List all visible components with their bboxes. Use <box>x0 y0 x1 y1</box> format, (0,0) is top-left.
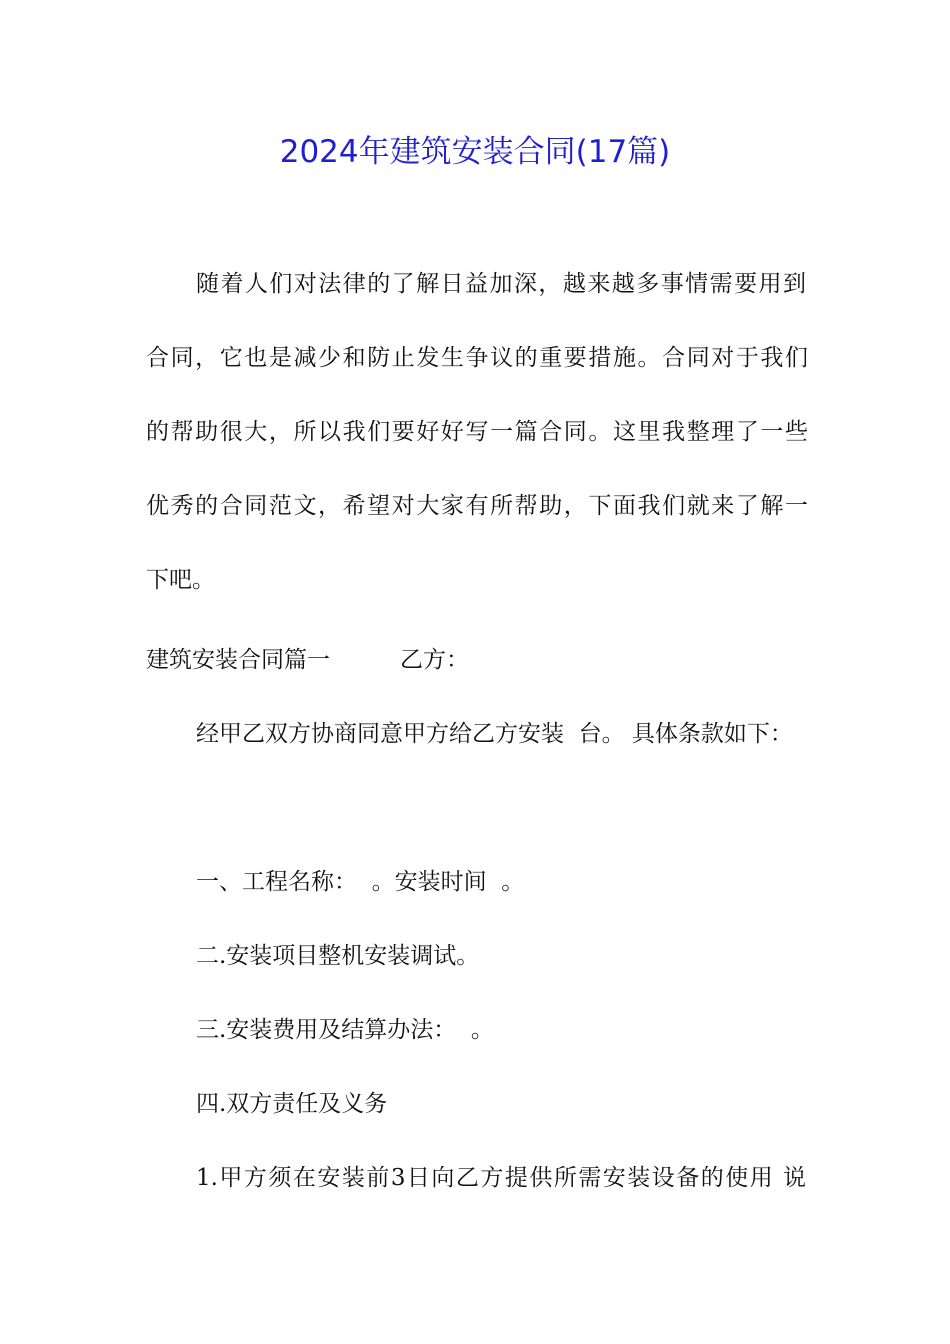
clause-2: 二.安装项目整机安装调试。 <box>196 943 480 969</box>
agreement-line: 经甲乙双方协商同意甲方给乙方安装 台。 具体条款如下： <box>196 721 793 747</box>
section-heading: 建筑安装合同篇一 <box>146 647 330 673</box>
section-heading-line <box>146 643 469 677</box>
clause-4: 四.双方责任及义务 <box>196 1091 388 1117</box>
intro-line-2: 合同，它也是减少和防止发生争议的重要措施。合同对于我们 <box>146 345 808 371</box>
document-title: 2024年建筑安装合同(17篇) <box>279 134 671 170</box>
party-b-label: 乙方： <box>400 647 469 673</box>
intro-line-3: 的帮助很大，所以我们要好好写一篇合同。这里我整理了一些 <box>146 419 808 445</box>
intro-line-1: 随着人们对法律的了解日益加深，越来越多事情需要用到 <box>196 271 806 297</box>
intro-line-5: 下吧。 <box>146 567 215 593</box>
intro-line-4: 优秀的合同范文，希望对大家有所帮助，下面我们就来了解一 <box>146 493 808 519</box>
clause-3: 三.安装费用及结算办法： 。 <box>196 1017 494 1043</box>
clause-5: 1.甲方须在安装前3日向乙方提供所需安装设备的使用 说 <box>196 1165 806 1191</box>
clause-1: 一、工程名称： 。安装时间 。 <box>196 869 525 895</box>
